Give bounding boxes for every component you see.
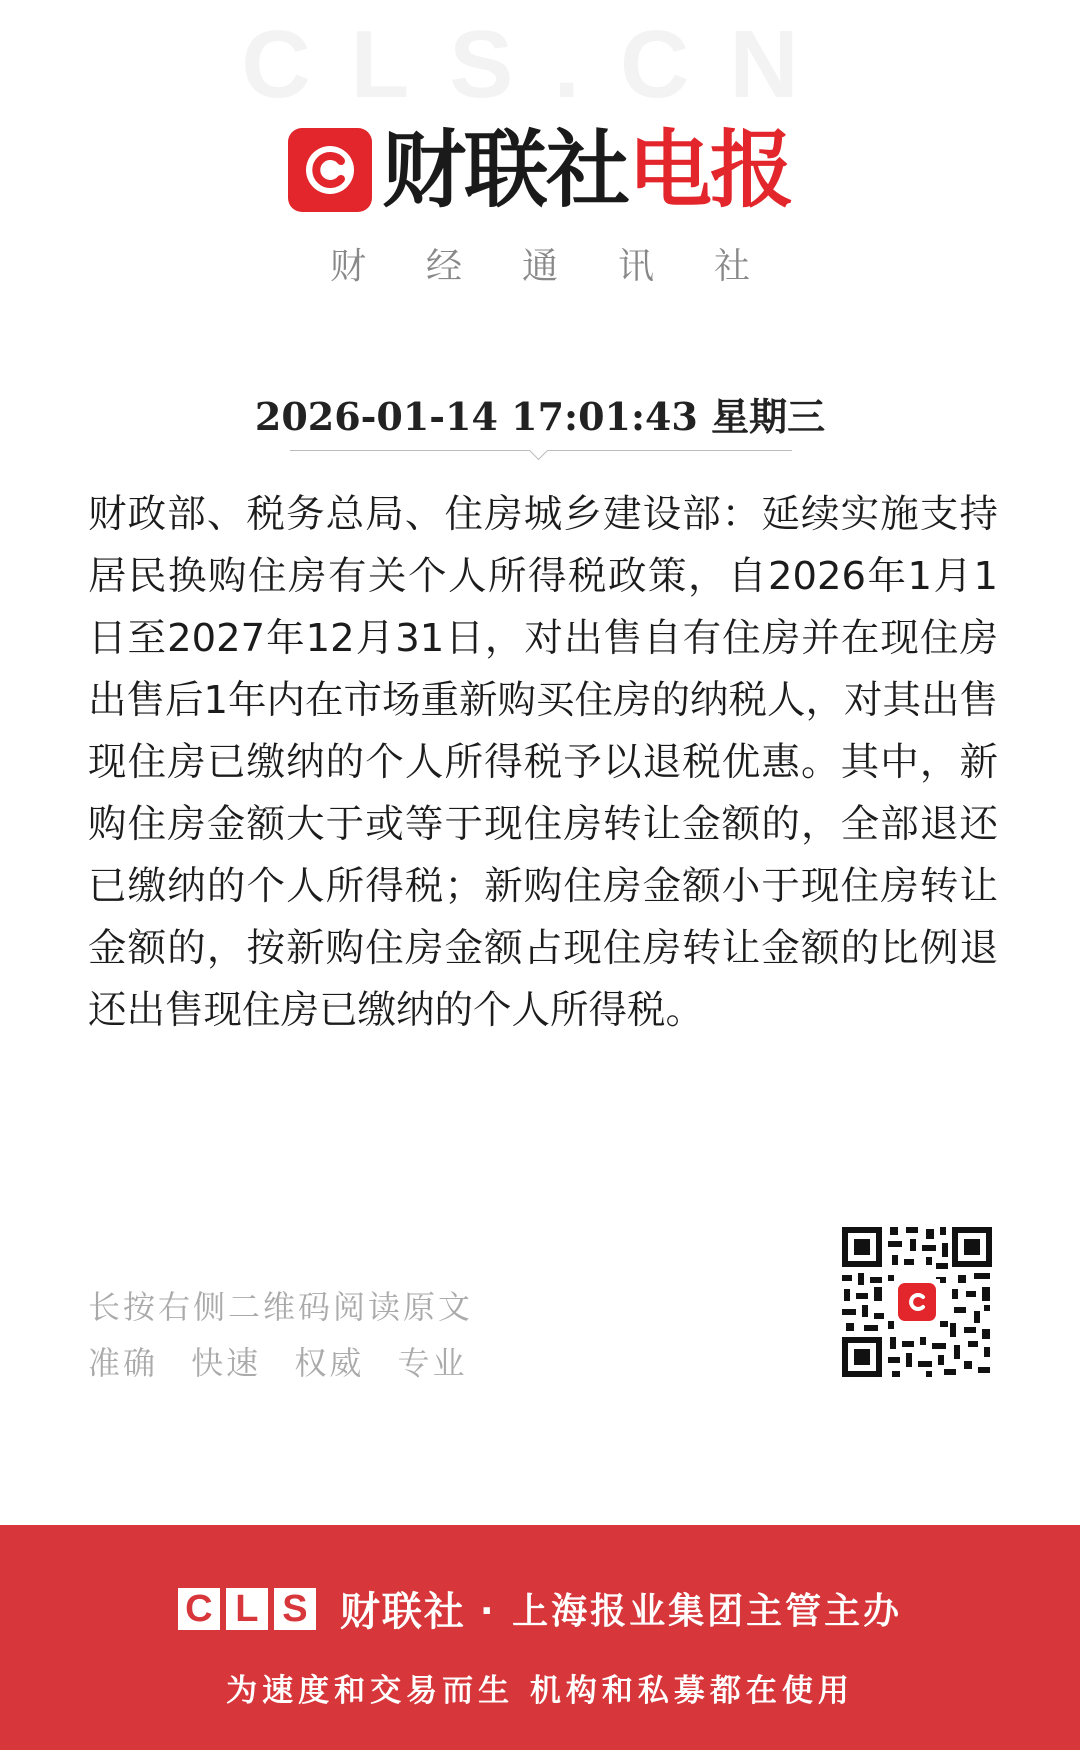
footer-brand-row xyxy=(0,1580,1080,1637)
slogan: 准确 快速 权威 专业 xyxy=(88,1344,468,1382)
footer-banner xyxy=(0,1525,1080,1750)
brand-subtitle: 财经通讯社 xyxy=(329,246,810,287)
brand-accent: 电报 xyxy=(628,121,793,219)
footer-brand-name: 财联社 xyxy=(339,1589,466,1635)
footer-tagline: · 上海报业集团主管主办 xyxy=(479,1591,903,1632)
publish-datetime: 2026-01-14 17:01:43 星期三 xyxy=(254,394,826,439)
watermark: CLS.CN xyxy=(241,11,839,118)
qr-hint: 长按右侧二维码阅读原文 xyxy=(88,1288,474,1326)
cls-letter: C xyxy=(178,1588,220,1630)
footer-slogan: 为速度和交易而生 机构和私募都在使用 xyxy=(226,1673,854,1709)
cls-letter: S xyxy=(274,1588,316,1630)
article-body: 财政部、税务总局、住房城乡建设部：延续实施支持居民换购住房有关个人所得税政策，自2026年1月1日至2027年12月31日，对出售自有住房并在现住房出售后1年内在市场重新购买住房的纳税人，对其出售现住房已缴纳的个人所得税予以退税优惠。其中，新购住房金额大于或等于现住房转让金额的，全部退还已缴纳的个人所得税；新购住房金额小于现住房转让金额的，按新购住房金额占现住房转让金额的比例退还出售现住房已缴纳的个人所得税。 xyxy=(88,492,998,1033)
cls-c-logo-icon xyxy=(288,128,372,212)
cls-letter: L xyxy=(226,1588,268,1630)
brand-name: 财联社 xyxy=(381,121,628,219)
brand-header xyxy=(0,121,1080,219)
qr-code-icon[interactable] xyxy=(840,1225,994,1379)
qr-logo-icon xyxy=(894,1279,940,1325)
divider-notch xyxy=(528,450,550,461)
